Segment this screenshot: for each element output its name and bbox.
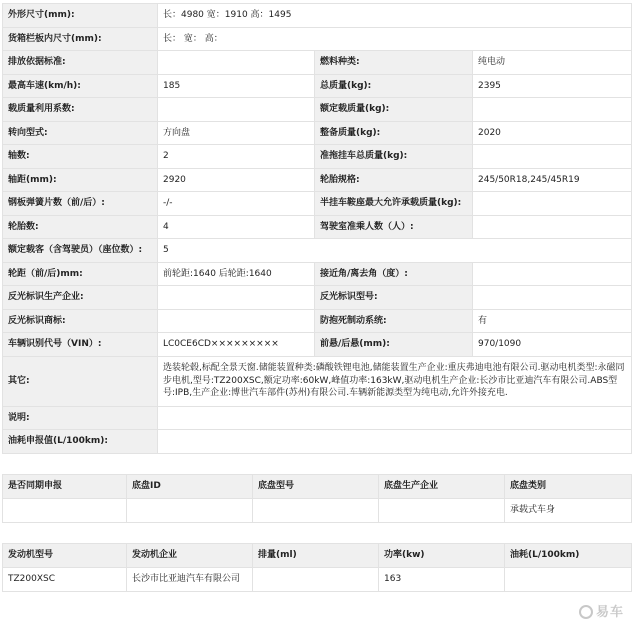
- engine-value: TZ200XSC: [3, 567, 127, 591]
- spec-row: [3, 168, 632, 192]
- spec-row: [3, 27, 632, 51]
- spec-value: 纯电动: [473, 51, 632, 75]
- note-label: 说明:: [3, 406, 158, 430]
- spec-label: 总质量(kg):: [315, 74, 473, 98]
- chassis-value: [127, 498, 253, 522]
- note-value: [158, 406, 632, 430]
- engine-value: [253, 567, 379, 591]
- spec-label: 外形尺寸(mm):: [3, 4, 158, 28]
- spec-label: 额定载质量(kg):: [315, 98, 473, 122]
- spec-row: [3, 215, 632, 239]
- spec-label: 钢板弹簧片数（前/后）:: [3, 192, 158, 216]
- spec-value: [158, 309, 315, 333]
- engine-header-row: [3, 543, 632, 567]
- spec-value: [473, 262, 632, 286]
- spec-value: 970/1090: [473, 333, 632, 357]
- spec-label: 轮胎数:: [3, 215, 158, 239]
- spec-value: 2395: [473, 74, 632, 98]
- spec-row: [3, 121, 632, 145]
- spec-row: [3, 98, 632, 122]
- spec-label: 轮胎规格:: [315, 168, 473, 192]
- chassis-value: [379, 498, 505, 522]
- chassis-value: [253, 498, 379, 522]
- yiche-logo-icon: [579, 605, 593, 619]
- spec-row: [3, 51, 632, 75]
- spec-label: 半挂车鞍座最大允许承载质量(kg):: [315, 192, 473, 216]
- spec-value: 185: [158, 74, 315, 98]
- spec-value: 2: [158, 145, 315, 169]
- spec-value: 前轮距:1640 后轮距:1640: [158, 262, 315, 286]
- spec-label: 载质量利用系数:: [3, 98, 158, 122]
- engine-value: 163: [379, 567, 505, 591]
- chassis-header: 底盘型号: [253, 474, 379, 498]
- chassis-table: [2, 474, 632, 523]
- engine-table: [2, 543, 632, 592]
- chassis-value: [3, 498, 127, 522]
- spec-label: 转向型式:: [3, 121, 158, 145]
- spec-label: 整备质量(kg):: [315, 121, 473, 145]
- spec-value: [158, 51, 315, 75]
- spec-value: [473, 192, 632, 216]
- spec-value: 方向盘: [158, 121, 315, 145]
- spec-row: [3, 239, 632, 263]
- engine-value-row: [3, 567, 632, 591]
- spec-label: 防抱死制动系统:: [315, 309, 473, 333]
- spec-row: [3, 286, 632, 310]
- spec-value: 有: [473, 309, 632, 333]
- spec-value: 245/50R18,245/45R19: [473, 168, 632, 192]
- spec-sheet: [2, 3, 631, 592]
- fuel-value: [158, 430, 632, 454]
- spec-row: [3, 309, 632, 333]
- spec-label: 轮距（前/后)mm:: [3, 262, 158, 286]
- engine-header: 排量(ml): [253, 543, 379, 567]
- spec-label: 接近角/离去角（度）:: [315, 262, 473, 286]
- spec-label: 轴距(mm):: [3, 168, 158, 192]
- chassis-header: 底盘类别: [505, 474, 632, 498]
- spec-value: [158, 98, 315, 122]
- yiche-watermark: [579, 601, 624, 620]
- spec-label: 货箱栏板内尺寸(mm):: [3, 27, 158, 51]
- spec-row: [3, 4, 632, 28]
- spec-label: 反光标识型号:: [315, 286, 473, 310]
- spec-row: [3, 262, 632, 286]
- other-label: 其它:: [3, 356, 158, 406]
- spec-row: [3, 333, 632, 357]
- spec-value: 长： 宽： 高：: [158, 27, 632, 51]
- chassis-header: 底盘生产企业: [379, 474, 505, 498]
- fuel-label: 油耗申报值(L/100km):: [3, 430, 158, 454]
- spec-label: 轴数:: [3, 145, 158, 169]
- engine-header: 油耗(L/100km): [505, 543, 632, 567]
- spec-label: 最高车速(km/h):: [3, 74, 158, 98]
- spec-value: 4: [158, 215, 315, 239]
- chassis-header: 是否同期申报: [3, 474, 127, 498]
- spec-value: -/-: [158, 192, 315, 216]
- spec-label: 额定载客（含驾驶员）（座位数）:: [3, 239, 158, 263]
- other-row: [3, 356, 632, 406]
- chassis-value-row: [3, 498, 632, 522]
- spec-label: 车辆识别代号（VIN）:: [3, 333, 158, 357]
- spec-label: 驾驶室准乘人数（人）:: [315, 215, 473, 239]
- engine-value: 长沙市比亚迪汽车有限公司: [127, 567, 253, 591]
- spec-value: LC0CE6CD×××××××××: [158, 333, 315, 357]
- chassis-value: 承载式车身: [505, 498, 632, 522]
- spec-label: 排放依据标准:: [3, 51, 158, 75]
- fuel-row: [3, 430, 632, 454]
- spec-value: [473, 98, 632, 122]
- engine-header: 发动机企业: [127, 543, 253, 567]
- chassis-header: 底盘ID: [127, 474, 253, 498]
- spec-row: [3, 145, 632, 169]
- note-row: [3, 406, 632, 430]
- spec-label: 燃料种类:: [315, 51, 473, 75]
- spec-value: 长：4980 宽：1910 高：1495: [158, 4, 632, 28]
- spec-value: [473, 145, 632, 169]
- spec-value: [158, 286, 315, 310]
- other-value: 选装轮毂,标配全景天窗.储能装置种类:磷酸铁锂电池,储能装置生产企业:重庆弗迪电池有限公司.驱动电机类型:永磁同步电机,型号:TZ200XSC,额定功率:60kW,峰值功率:163kW,驱动电机生产企业:长沙市比亚迪汽车有限公司.ABS型号:IPB,生产企业:博世汽车部件(苏州)有限公司.车辆新能源类型为纯电动,允许外接充电.: [158, 356, 632, 406]
- spec-label: 反光标识商标:: [3, 309, 158, 333]
- watermark-text: 易车: [595, 605, 624, 620]
- spec-value: 5: [158, 239, 632, 263]
- spec-label: 准拖挂车总质量(kg):: [315, 145, 473, 169]
- spec-value: 2020: [473, 121, 632, 145]
- engine-header: 功率(kw): [379, 543, 505, 567]
- spec-label: 反光标识生产企业:: [3, 286, 158, 310]
- engine-header: 发动机型号: [3, 543, 127, 567]
- spec-row: [3, 74, 632, 98]
- spec-value: [473, 215, 632, 239]
- spec-label: 前悬/后悬(mm):: [315, 333, 473, 357]
- spec-row: [3, 192, 632, 216]
- spec-value: 2920: [158, 168, 315, 192]
- vehicle-spec-table: [2, 3, 632, 454]
- chassis-header-row: [3, 474, 632, 498]
- spec-value: [473, 286, 632, 310]
- engine-value: [505, 567, 632, 591]
